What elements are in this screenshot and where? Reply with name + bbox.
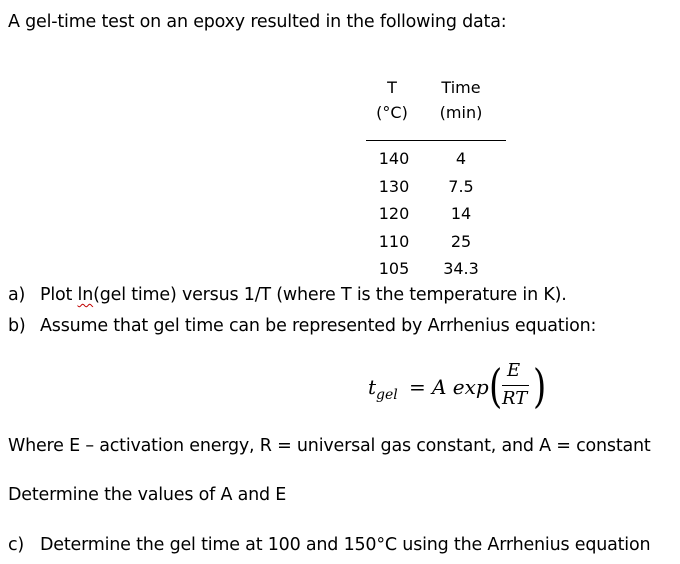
header-temperature: T	[387, 78, 397, 97]
item-a-post: (gel time) versus 1/T (where T is the temperature in K).	[93, 285, 567, 305]
header-time: Time	[441, 78, 481, 97]
header-temperature-unit: (°C)	[376, 103, 408, 122]
item-b-text: Assume that gel time can be represented by Arrhenius equation:	[40, 316, 597, 336]
table-cell: 14	[450, 204, 472, 223]
item-a-pre: Plot	[40, 285, 78, 305]
equation-numerator: E	[507, 360, 521, 381]
table-cell: 25	[450, 232, 472, 251]
equation-denominator: RT	[502, 388, 528, 409]
table-cell: 140	[378, 149, 410, 168]
equation-t: t	[368, 375, 377, 399]
table-cell: 4	[455, 149, 467, 168]
where-text: Where E – activation energy, R = universal gas constant, and A = constant	[8, 436, 651, 456]
equation-lhs	[368, 375, 398, 403]
table-header-rule	[366, 140, 506, 141]
item-c-marker: c)	[8, 535, 25, 555]
table-cell: 34.3	[443, 259, 479, 278]
equation-subscript: gel	[376, 387, 398, 403]
equation-rhs: A exp	[432, 375, 489, 399]
equation-left-paren: (	[489, 360, 503, 414]
intro-text: A gel-time test on an epoxy resulted in the following data:	[8, 12, 507, 32]
header-time-unit: (min)	[439, 103, 483, 122]
fraction-bar	[502, 385, 529, 386]
item-a-marker: a)	[8, 285, 26, 305]
equation-equals: =	[409, 375, 426, 399]
item-a-text	[40, 285, 567, 305]
table-cell: 110	[378, 232, 410, 251]
table-cell: 7.5	[448, 177, 474, 196]
table-cell: 120	[378, 204, 410, 223]
item-b-marker: b)	[8, 316, 26, 336]
item-a-ln: ln	[77, 285, 94, 305]
table-cell: 105	[378, 259, 410, 278]
determine-text: Determine the values of A and E	[8, 485, 287, 505]
table-cell: 130	[378, 177, 410, 196]
equation-right-paren: )	[533, 360, 547, 414]
item-c-text: Determine the gel time at 100 and 150°C using the Arrhenius equation	[40, 535, 651, 555]
